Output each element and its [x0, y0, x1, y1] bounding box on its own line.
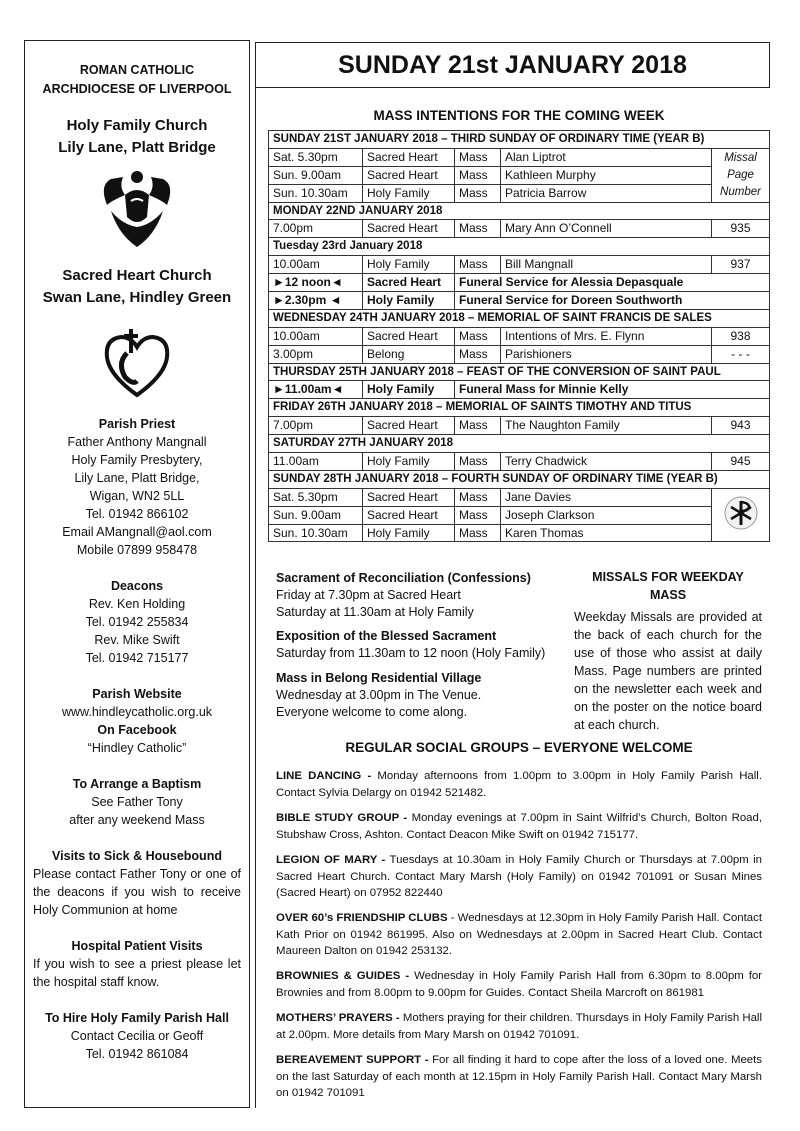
day-header-row [269, 131, 770, 149]
mass-row [269, 184, 770, 202]
priest-details: Father Anthony Mangnall Holy Family Presbytery, Lily Lane, Platt Bridge, Wigan, WN2 5LL Tel. 01942 866102 Email AMangnall@aol.com Mobile 07899 958478 [62, 435, 212, 557]
day-header-row [269, 238, 770, 256]
mass-time: Sat. 5.30pm [269, 148, 363, 166]
sick-title: Visits to Sick & Housebound [52, 849, 222, 863]
priest-title: Parish Priest [98, 417, 176, 431]
mass-church: Belong [363, 345, 455, 363]
mass-time: Sun. 10.30am [269, 524, 363, 542]
mass-kind: Mass [455, 453, 501, 471]
exposition-section: Exposition of the Blessed Sacrament Saturday from 11.30am to 12 noon (Holy Family) [276, 628, 566, 662]
social-groups-heading: REGULAR SOCIAL GROUPS – EVERYONE WELCOME [345, 740, 693, 755]
belong-section: Mass in Belong Residential Village Wednesday at 3.00pm in The Venue. Everyone welcome to come along. [276, 670, 566, 721]
mass-time: Sun. 9.00am [269, 166, 363, 184]
deacons-title: Deacons [110, 579, 164, 593]
mass-intention: Bill Mangnall [501, 256, 712, 274]
social-group-details: Monday evenings at 7.00pm in Saint Wilfrid’s Church, Bolton Road, Stubshaw Cross, Ashton. Contact Deacon Mike Swift on 01942 715177. [276, 812, 762, 841]
mass-time: 10.00am [269, 327, 363, 345]
sacred-heart-logo [25, 323, 249, 403]
missals-section [574, 568, 762, 734]
mass-intention: Intentions of Mrs. E. Flynn [501, 327, 712, 345]
mass-intention: Funeral Service for Doreen Southworth [455, 292, 770, 310]
day-header: MONDAY 22ND JANUARY 2018 [269, 202, 770, 220]
mass-row [269, 220, 770, 238]
mass-time: Sat. 5.30pm [269, 488, 363, 506]
day-header-row [269, 309, 770, 327]
mass-time: 7.00pm [269, 417, 363, 435]
hospital-text: If you wish to see a priest please let the hospital staff know. [33, 957, 241, 989]
social-group [276, 810, 762, 843]
mass-time: 7.00pm [269, 220, 363, 238]
mass-row [269, 345, 770, 363]
missal-page-number: 938 [712, 327, 770, 345]
mass-time: 11.00am [269, 453, 363, 471]
mass-row [269, 256, 770, 274]
social-group-name: MOTHERS’ PRAYERS - [276, 1012, 400, 1024]
mass-church: Sacred Heart [363, 506, 455, 524]
missal-page-number: 937 [712, 256, 770, 274]
mass-kind: Mass [455, 524, 501, 542]
mass-row [269, 506, 770, 524]
mass-intention: Joseph Clarkson [501, 506, 712, 524]
mass-intention: The Naughton Family [501, 417, 712, 435]
missal-page-number: 945 [712, 453, 770, 471]
mass-intention: Jane Davies [501, 488, 712, 506]
social-group-name: BEREAVEMENT SUPPORT - [276, 1054, 429, 1066]
mass-intentions-table [268, 130, 770, 542]
hospital-title: Hospital Patient Visits [71, 939, 203, 953]
mass-row [269, 488, 770, 506]
mass-church: Holy Family [363, 256, 455, 274]
mass-kind: Mass [455, 327, 501, 345]
website-link[interactable]: www.hindleycatholic.org.uk [61, 705, 213, 719]
mass-kind: Mass [455, 220, 501, 238]
mass-church: Holy Family [363, 292, 455, 310]
mass-intention: Parishioners [501, 345, 712, 363]
social-group-details: Wednesday in Holy Family Parish Hall from 6.30pm to 8.00pm for Brownies and from 8.00pm to 9.00pm for Guides. Contact Sheila Marcroft on 861981 [276, 970, 762, 999]
mass-church: Sacred Heart [363, 488, 455, 506]
mass-time: Sun. 9.00am [269, 506, 363, 524]
mass-time: ►11.00am◄ [269, 381, 363, 399]
website-title: Parish Website [92, 687, 182, 701]
day-header: SUNDAY 21ST JANUARY 2018 – THIRD SUNDAY OF ORDINARY TIME (YEAR B) [269, 131, 770, 149]
social-group-details: Mothers praying for their children. Thursdays in Holy Family Parish Hall at 2.00pm. More details from Mary Marsh on 01942 701091. [276, 1012, 762, 1041]
mass-kind: Mass [455, 184, 501, 202]
mass-church: Sacred Heart [363, 166, 455, 184]
social-group-name: BIBLE STUDY GROUP - [276, 812, 408, 824]
mass-kind: Mass [455, 166, 501, 184]
social-group [276, 768, 762, 801]
mass-time: 3.00pm [269, 345, 363, 363]
reconciliation-title: Sacrament of Reconciliation (Confessions) [276, 571, 531, 585]
mass-time: 10.00am [269, 256, 363, 274]
mass-intention: Alan Liptrot [501, 148, 712, 166]
mass-church: Sacred Heart [363, 417, 455, 435]
archdiocese-heading: ROMAN CATHOLIC ARCHDIOCESE OF LIVERPOOL [42, 63, 232, 96]
missal-page-number: - - - [712, 345, 770, 363]
mass-intention: Karen Thomas [501, 524, 712, 542]
mass-row [269, 327, 770, 345]
exposition-title: Exposition of the Blessed Sacrament [276, 629, 497, 643]
mass-kind: Mass [455, 417, 501, 435]
day-header-row [269, 399, 770, 417]
sick-text: Please contact Father Tony or one of the deacons if you wish to receive Holy Communion at home [33, 867, 241, 917]
mass-kind: Mass [455, 506, 501, 524]
social-group-name: LEGION OF MARY - [276, 854, 386, 866]
mass-intention: Terry Chadwick [501, 453, 712, 471]
social-group-name: OVER 60’s FRIENDSHIP CLUBS [276, 912, 448, 924]
divider-line [255, 88, 256, 1108]
social-group-details: Tuesdays at 10.30am in Holy Family Church or Thursdays at 7.00pm in Sacred Heart Church. Contact Mary Marsh (Holy Family) on 01942 701091 or Susan Mines (Sacred Heart) on 07952 822440 [276, 854, 762, 899]
mass-row [269, 148, 770, 166]
social-group-details: For all finding it hard to cope after the loss of a loved one. Meets on the last Saturday of each month at 12.15pm in Holy Family Parish Hall. Contact Mary Marsh on 01942 701091 [276, 1054, 762, 1099]
social-group [276, 910, 762, 960]
mass-row [269, 417, 770, 435]
missal-page-number: 943 [712, 417, 770, 435]
social-group [276, 852, 762, 902]
mass-intention: Funeral Mass for Minnie Kelly [455, 381, 770, 399]
mass-intention: Mary Ann O’Connell [501, 220, 712, 238]
day-header-row [269, 470, 770, 488]
sidebar: ROMAN CATHOLIC ARCHDIOCESE OF LIVERPOOL Holy Family Church Lily Lane, Platt Bridge Sacred Heart Church Swan Lane, Hindley Green Parish Priest Father Anthony Mangnall Holy Family Presbytery, Lily Lane, Platt Bridge, Wigan, WN2 5LL Tel. 01942 866102 Email AMangnall@aol.com Mobile 07899 958478 Deacons Rev. Ken Holding Tel. 01942 255834 Rev. Mike Swift Tel. 01942 715177 Parish Website www.hindleycatholic.org.uk On Facebook “Hindley Catholic” To Arrange a Baptism See Father Tony after any weekend Mass Visits to Sick & Housebound Please contact Father Tony or one of the deacons if you wish to receive Holy Communion at home Hospital Patient Visits If you wish to see a priest please let the hospital staff know. To Hire Holy Family Parish Hall Contact Cecilia or Geoff Tel. 01942 861084 [24, 40, 250, 1108]
social-group [276, 1010, 762, 1043]
deacons-details: Rev. Ken Holding Tel. 01942 255834 Rev. Mike Swift Tel. 01942 715177 [85, 597, 189, 665]
day-header-row [269, 202, 770, 220]
missal-label: Missal Page Number [712, 148, 770, 202]
mass-church: Holy Family [363, 381, 455, 399]
mass-church: Sacred Heart [363, 327, 455, 345]
mass-time: ►12 noon◄ [269, 274, 363, 292]
baptism-title: To Arrange a Baptism [72, 777, 202, 791]
mass-intentions-heading: MASS INTENTIONS FOR THE COMING WEEK [373, 108, 665, 123]
mass-church: Sacred Heart [363, 148, 455, 166]
mass-row [269, 166, 770, 184]
mass-row [269, 453, 770, 471]
facebook-title: On Facebook [97, 723, 177, 737]
facebook-name: “Hindley Catholic” [87, 741, 187, 755]
mass-kind: Mass [455, 256, 501, 274]
mass-row [269, 524, 770, 542]
social-group [276, 1052, 762, 1102]
day-header: Tuesday 23rd January 2018 [269, 238, 770, 256]
social-group-name: BROWNIES & GUIDES - [276, 970, 410, 982]
missals-text: Weekday Missals are provided at the back of each church for the use of those who assist at daily Mass. Page numbers are printed on the newsletter each week and on the poster on the notice board at each church. [574, 610, 762, 732]
social-group-name: LINE DANCING - [276, 770, 372, 782]
belong-title: Mass in Belong Residential Village [276, 671, 482, 685]
mass-intention: Patricia Barrow [501, 184, 712, 202]
mass-kind: Mass [455, 148, 501, 166]
holy-family-logo [25, 165, 249, 253]
mass-church: Sacred Heart [363, 274, 455, 292]
reconciliation-section: Sacrament of Reconciliation (Confessions) Friday at 7.30pm at Sacred Heart Saturday at 11.30am at Holy Family [276, 570, 566, 621]
church2-name: Sacred Heart Church Swan Lane, Hindley Green [42, 267, 232, 306]
mass-time: Sun. 10.30am [269, 184, 363, 202]
day-header: SUNDAY 28TH JANUARY 2018 – FOURTH SUNDAY OF ORDINARY TIME (YEAR B) [269, 470, 770, 488]
mass-kind: Mass [455, 488, 501, 506]
social-group-details: Monday afternoons from 1.00pm to 3.00pm in Holy Family Parish Hall. Contact Sylvia Delargy on 01942 521482. [276, 770, 762, 799]
day-header: WEDNESDAY 24TH JANUARY 2018 – MEMORIAL OF SAINT FRANCIS DE SALES [269, 309, 770, 327]
church1-name: Holy Family Church Lily Lane, Platt Bridge [58, 117, 216, 156]
mass-church: Holy Family [363, 453, 455, 471]
day-header: THURSDAY 25TH JANUARY 2018 – FEAST OF THE CONVERSION OF SAINT PAUL [269, 363, 770, 381]
social-group-details: - Wednesdays at 12.30pm in Holy Family Parish Hall. Contact Kath Prior on 01942 861995. Also on Wednesdays at 2.00pm in Sacred Heart Club. Contact Maureen Dalton on 01942 253132. [276, 912, 762, 957]
mass-kind: Mass [455, 345, 501, 363]
mass-church: Holy Family [363, 184, 455, 202]
day-header-row [269, 363, 770, 381]
mass-intention: Kathleen Murphy [501, 166, 712, 184]
chi-rho-icon [712, 488, 770, 542]
social-group [276, 968, 762, 1001]
mass-row [269, 381, 770, 399]
hall-title: To Hire Holy Family Parish Hall [45, 1011, 229, 1025]
day-header: SATURDAY 27TH JANUARY 2018 [269, 435, 770, 453]
missal-page-number: 935 [712, 220, 770, 238]
mass-church: Sacred Heart [363, 220, 455, 238]
day-header-row [269, 435, 770, 453]
mass-intention: Funeral Service for Alessia Depasquale [455, 274, 770, 292]
missals-title: MISSALS FOR WEEKDAY MASS [592, 570, 744, 602]
mass-time: ►2.30pm ◄ [269, 292, 363, 310]
mass-row [269, 274, 770, 292]
page-title: SUNDAY 21st JANUARY 2018 [255, 42, 770, 88]
mass-row [269, 292, 770, 310]
mass-church: Holy Family [363, 524, 455, 542]
day-header: FRIDAY 26TH JANUARY 2018 – MEMORIAL OF SAINTS TIMOTHY AND TITUS [269, 399, 770, 417]
